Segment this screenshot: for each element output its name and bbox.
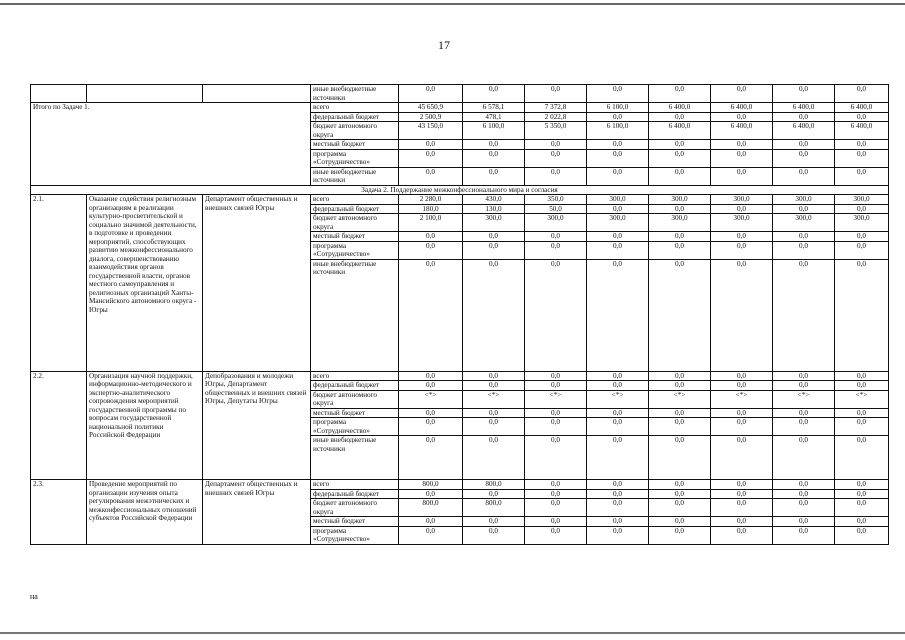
value-cell: <*> (587, 390, 649, 408)
value-cell: 0,0 (463, 517, 525, 527)
value-cell: 0,0 (525, 499, 587, 517)
value-cell: 0,0 (773, 489, 835, 499)
value-cell: 0,0 (463, 381, 525, 391)
value-cell: 6 400,0 (649, 103, 711, 113)
value-cell: 0,0 (463, 85, 525, 103)
value-cell: 0,0 (773, 112, 835, 122)
measure-number: 2.1. (31, 195, 87, 372)
value-cell: 0,0 (711, 371, 773, 381)
value-cell: 0,0 (587, 371, 649, 381)
value-cell: 6 400,0 (773, 103, 835, 113)
bottom-border-line (0, 632, 905, 634)
value-cell: 300,0 (463, 214, 525, 232)
value-cell: 6 400,0 (649, 122, 711, 140)
value-cell: 0,0 (649, 204, 711, 214)
value-cell: 0,0 (649, 517, 711, 527)
value-cell: 800,0 (399, 499, 463, 517)
value-cell: 0,0 (399, 241, 463, 259)
value-cell: 0,0 (711, 241, 773, 259)
value-cell: 2 022,8 (525, 112, 587, 122)
value-cell: 0,0 (835, 418, 889, 436)
value-cell: 0,0 (835, 149, 889, 167)
source-cell: бюджет автономного округа (311, 499, 399, 517)
value-cell: 0,0 (773, 408, 835, 418)
source-cell: программа «Сотрудничество» (311, 149, 399, 167)
value-cell: 0,0 (711, 149, 773, 167)
source-cell: федеральный бюджет (311, 204, 399, 214)
value-cell: 350,0 (525, 195, 587, 205)
value-cell: 0,0 (835, 517, 889, 527)
value-cell: 0,0 (773, 526, 835, 544)
measure-name: Проведение мероприятий по организации изучения опыта регулирования межэтнических и межконфессиональных отношений субъектов Российской Федерации (87, 480, 203, 545)
source-cell: всего (311, 195, 399, 205)
value-cell: 0,0 (649, 436, 711, 480)
value-cell: 0,0 (835, 140, 889, 150)
value-cell: 478,1 (463, 112, 525, 122)
value-cell: 0,0 (711, 418, 773, 436)
task-title: Задача 2. Поддержание межконфессионального мира и согласия (31, 185, 889, 195)
value-cell: 0,0 (587, 112, 649, 122)
value-cell: 0,0 (711, 85, 773, 103)
value-cell: 0,0 (773, 149, 835, 167)
value-cell: 0,0 (711, 526, 773, 544)
measure-name: Оказание содействия религиозным организациям в реализации культурно-просветительской и социально значимой деятельности, в подготовке и проведении мероприятий, способствующих развитию межконфессионального диалога, совершенствованию взаимодействия органов государственной власти, органов местного самоуправления и религиозных организаций Ханты-Мансийского автономного округа - Югры (87, 195, 203, 372)
value-cell: 0,0 (711, 140, 773, 150)
footer-note: на (30, 592, 38, 601)
value-cell: 0,0 (649, 232, 711, 242)
value-cell: 0,0 (711, 112, 773, 122)
budget-table (30, 84, 889, 545)
value-cell: 0,0 (399, 167, 463, 185)
value-cell: 0,0 (835, 408, 889, 418)
value-cell: 2 100,0 (399, 214, 463, 232)
value-cell: 0,0 (587, 232, 649, 242)
source-cell: программа «Сотрудничество» (311, 241, 399, 259)
measure-row (31, 195, 889, 205)
source-cell: всего (311, 480, 399, 490)
value-cell: 0,0 (649, 149, 711, 167)
value-cell: 0,0 (525, 381, 587, 391)
value-cell: 0,0 (399, 85, 463, 103)
value-cell: 0,0 (399, 418, 463, 436)
value-cell: 300,0 (773, 214, 835, 232)
name-cell (87, 85, 203, 103)
value-cell: 0,0 (399, 526, 463, 544)
value-cell: 0,0 (649, 381, 711, 391)
value-cell: 0,0 (587, 140, 649, 150)
source-cell: местный бюджет (311, 408, 399, 418)
value-cell: 0,0 (773, 140, 835, 150)
value-cell: 0,0 (649, 167, 711, 185)
value-cell: 0,0 (463, 371, 525, 381)
value-cell: 5 350,0 (525, 122, 587, 140)
value-cell: 0,0 (525, 408, 587, 418)
value-cell: 0,0 (525, 241, 587, 259)
value-cell: 0,0 (711, 167, 773, 185)
total-row (31, 103, 889, 113)
value-cell: 50,0 (525, 204, 587, 214)
measure-executor: Департамент общественных и внешних связей Югры (203, 195, 311, 372)
value-cell: 300,0 (835, 195, 889, 205)
value-cell: 0,0 (463, 489, 525, 499)
value-cell: 2 500,9 (399, 112, 463, 122)
value-cell: 0,0 (773, 204, 835, 214)
value-cell: 0,0 (773, 381, 835, 391)
value-cell: 0,0 (525, 371, 587, 381)
value-cell: 0,0 (835, 85, 889, 103)
value-cell: 0,0 (835, 204, 889, 214)
value-cell: 0,0 (711, 489, 773, 499)
value-cell: 300,0 (587, 195, 649, 205)
source-cell: федеральный бюджет (311, 112, 399, 122)
value-cell: 0,0 (773, 371, 835, 381)
value-cell: 0,0 (649, 489, 711, 499)
value-cell: <*> (399, 390, 463, 408)
value-cell: 6 578,1 (463, 103, 525, 113)
value-cell: 0,0 (587, 259, 649, 371)
value-cell: <*> (463, 390, 525, 408)
value-cell: 0,0 (399, 149, 463, 167)
value-cell: 0,0 (649, 112, 711, 122)
value-cell: 0,0 (525, 526, 587, 544)
value-cell: 6 400,0 (711, 103, 773, 113)
value-cell: 180,0 (399, 204, 463, 214)
value-cell: 0,0 (649, 499, 711, 517)
value-cell: 0,0 (587, 499, 649, 517)
value-cell: 0,0 (711, 408, 773, 418)
value-cell: 0,0 (463, 140, 525, 150)
value-cell: 0,0 (649, 408, 711, 418)
value-cell: 0,0 (399, 371, 463, 381)
value-cell: 0,0 (773, 499, 835, 517)
value-cell: 0,0 (463, 232, 525, 242)
value-cell: 800,0 (399, 480, 463, 490)
top-border-line (0, 3, 905, 5)
value-cell: 6 400,0 (711, 122, 773, 140)
value-cell: 6 100,0 (463, 122, 525, 140)
value-cell: 0,0 (711, 381, 773, 391)
value-cell: 300,0 (773, 195, 835, 205)
value-cell: 0,0 (399, 232, 463, 242)
value-cell: 6 400,0 (835, 122, 889, 140)
value-cell: 0,0 (587, 149, 649, 167)
measure-name: Организация научной поддержки, информационно-методического и экспертно-аналитического сопровождения мероприятий государственной программы по вопросам государственной национальной политики Российской Федерации (87, 371, 203, 480)
value-cell: 300,0 (835, 214, 889, 232)
value-cell: 0,0 (399, 436, 463, 480)
value-cell: 0,0 (773, 418, 835, 436)
value-cell: 0,0 (835, 480, 889, 490)
source-cell: бюджет автономного округа (311, 122, 399, 140)
value-cell: 6 100,0 (587, 122, 649, 140)
value-cell: 300,0 (711, 214, 773, 232)
source-cell: программа «Сотрудничество» (311, 418, 399, 436)
value-cell: 800,0 (463, 480, 525, 490)
value-cell: 0,0 (525, 418, 587, 436)
value-cell: 0,0 (835, 241, 889, 259)
value-cell: 0,0 (399, 259, 463, 371)
measure-row (31, 371, 889, 381)
measure-number: 2.2. (31, 371, 87, 480)
value-cell: 0,0 (649, 85, 711, 103)
value-cell: 0,0 (525, 167, 587, 185)
source-cell: программа «Сотрудничество» (311, 526, 399, 544)
value-cell: 300,0 (525, 214, 587, 232)
value-cell: 300,0 (587, 214, 649, 232)
value-cell: 0,0 (463, 526, 525, 544)
value-cell: 45 650,9 (399, 103, 463, 113)
value-cell: 0,0 (525, 436, 587, 480)
source-cell: иные внебюджетные источники (311, 85, 399, 103)
value-cell: 130,0 (463, 204, 525, 214)
value-cell: <*> (525, 390, 587, 408)
value-cell: 0,0 (773, 480, 835, 490)
value-cell: 0,0 (835, 489, 889, 499)
value-cell: 0,0 (711, 517, 773, 527)
value-cell: 0,0 (835, 259, 889, 371)
value-cell: 6 100,0 (587, 103, 649, 113)
value-cell: 0,0 (649, 418, 711, 436)
value-cell: 0,0 (463, 149, 525, 167)
source-cell: иные внебюджетные источники (311, 259, 399, 371)
value-cell: 0,0 (835, 526, 889, 544)
value-cell: 0,0 (835, 499, 889, 517)
value-cell: 0,0 (711, 232, 773, 242)
value-cell: <*> (711, 390, 773, 408)
value-cell: 430,0 (463, 195, 525, 205)
value-cell: 0,0 (399, 517, 463, 527)
value-cell: 0,0 (463, 241, 525, 259)
value-cell: 0,0 (773, 85, 835, 103)
number-cell (31, 85, 87, 103)
value-cell: 6 400,0 (835, 103, 889, 113)
source-cell: бюджет автономного округа (311, 390, 399, 408)
value-cell: 43 150,0 (399, 122, 463, 140)
value-cell: 300,0 (711, 195, 773, 205)
source-cell: всего (311, 371, 399, 381)
task-title-row (31, 185, 889, 195)
value-cell: 0,0 (773, 232, 835, 242)
value-cell: 0,0 (649, 480, 711, 490)
source-cell: федеральный бюджет (311, 489, 399, 499)
value-cell: 0,0 (773, 436, 835, 480)
value-cell: 0,0 (773, 167, 835, 185)
source-cell: иные внебюджетные источники (311, 436, 399, 480)
source-cell: местный бюджет (311, 517, 399, 527)
source-cell: иные внебюджетные источники (311, 167, 399, 185)
executor-cell (203, 85, 311, 103)
value-cell: 0,0 (587, 381, 649, 391)
source-cell: местный бюджет (311, 232, 399, 242)
measure-row (31, 480, 889, 490)
value-cell: 800,0 (463, 499, 525, 517)
value-cell: 0,0 (463, 408, 525, 418)
total-label: Итого по Задаче 1. (31, 103, 311, 186)
value-cell: 0,0 (525, 149, 587, 167)
value-cell: 0,0 (463, 259, 525, 371)
page-number: 17 (438, 38, 450, 52)
value-cell: 0,0 (525, 480, 587, 490)
value-cell: 0,0 (525, 85, 587, 103)
value-cell: 0,0 (525, 489, 587, 499)
value-cell: 0,0 (835, 167, 889, 185)
value-cell: 0,0 (649, 241, 711, 259)
value-cell: 0,0 (711, 499, 773, 517)
value-cell: 0,0 (463, 167, 525, 185)
source-cell: бюджет автономного округа (311, 214, 399, 232)
value-cell: 0,0 (587, 526, 649, 544)
value-cell: 0,0 (587, 204, 649, 214)
value-cell: 0,0 (399, 489, 463, 499)
value-cell: 0,0 (649, 371, 711, 381)
value-cell: 0,0 (587, 241, 649, 259)
value-cell: 0,0 (525, 140, 587, 150)
value-cell: 0,0 (649, 140, 711, 150)
value-cell: 6 400,0 (773, 122, 835, 140)
value-cell: 0,0 (587, 418, 649, 436)
value-cell: 0,0 (463, 436, 525, 480)
source-cell: федеральный бюджет (311, 381, 399, 391)
value-cell: 0,0 (587, 167, 649, 185)
value-cell: 0,0 (525, 259, 587, 371)
value-cell: 7 372,8 (525, 103, 587, 113)
value-cell: <*> (649, 390, 711, 408)
value-cell: 0,0 (711, 259, 773, 371)
measure-executor: Департамент общественных и внешних связей Югры (203, 480, 311, 545)
value-cell: 0,0 (773, 241, 835, 259)
value-cell: 0,0 (399, 381, 463, 391)
value-cell: 0,0 (463, 418, 525, 436)
value-cell: 0,0 (525, 232, 587, 242)
value-cell: 0,0 (587, 517, 649, 527)
value-cell: <*> (835, 390, 889, 408)
value-cell: 0,0 (773, 517, 835, 527)
value-cell: 0,0 (649, 259, 711, 371)
source-cell: всего (311, 103, 399, 113)
value-cell: 0,0 (587, 480, 649, 490)
value-cell: 0,0 (835, 381, 889, 391)
value-cell: 0,0 (835, 112, 889, 122)
value-cell: 0,0 (835, 232, 889, 242)
value-cell: <*> (773, 390, 835, 408)
value-cell: 0,0 (835, 436, 889, 480)
value-cell: 0,0 (835, 371, 889, 381)
value-cell: 0,0 (711, 204, 773, 214)
value-cell: 0,0 (587, 436, 649, 480)
source-cell: местный бюджет (311, 140, 399, 150)
value-cell: 300,0 (649, 214, 711, 232)
value-cell: 0,0 (587, 408, 649, 418)
value-cell: 0,0 (525, 517, 587, 527)
value-cell: 0,0 (711, 480, 773, 490)
value-cell: 0,0 (587, 489, 649, 499)
value-cell: 0,0 (399, 140, 463, 150)
value-cell: 2 280,0 (399, 195, 463, 205)
value-cell: 300,0 (649, 195, 711, 205)
measure-executor: Депобразования и молодежи Югры, Департамент общественных и внешних связей Югры, Депутаты Югры (203, 371, 311, 480)
value-cell: 0,0 (773, 259, 835, 371)
continuation-row (31, 85, 889, 103)
value-cell: 0,0 (711, 436, 773, 480)
value-cell: 0,0 (649, 526, 711, 544)
value-cell: 0,0 (587, 85, 649, 103)
value-cell: 0,0 (399, 408, 463, 418)
table-body (31, 85, 889, 545)
measure-number: 2.3. (31, 480, 87, 545)
